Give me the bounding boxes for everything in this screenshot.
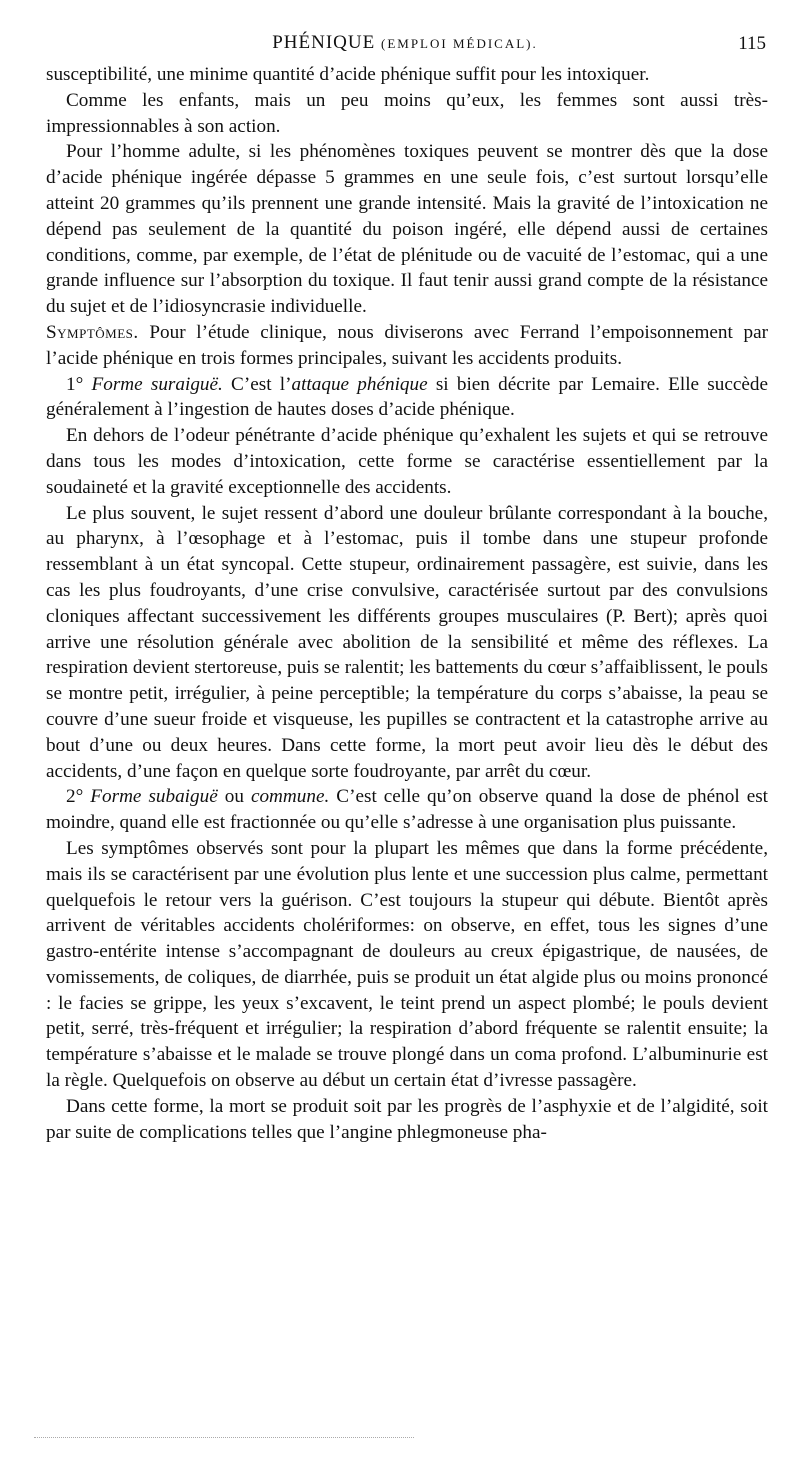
running-head bbox=[44, 32, 766, 58]
paragraph-text: C’est l’ bbox=[222, 373, 292, 395]
paragraph-text: ou bbox=[217, 786, 251, 808]
paragraph bbox=[46, 836, 768, 1094]
paragraph bbox=[46, 62, 768, 88]
paragraph-text: Les symptômes observés sont pour la plupart les mêmes que dans la forme précédente, mais ils se caractérisent par une évolution plus lente et une succession plus calme, permettant quelquefois le retour vers la guérison. C’est toujours la stupeur qui débute. Bientôt après arrivent de véritables accidents cholériformes: on observe, en effet, tous les signes d’une gastro-entérite intense s’accompagnant de douleurs au creux épigastrique, de nausées, de vomissements, de coliques, de diarrhée, puis se produit un état algide plus ou moins prononcé : le facies se grippe, les yeux s’excavent, le teint prend un aspect plombé; le pouls devient petit, serré, très-fréquent et irrégulier; la respiration d’abord fréquente se ralentit ensuite; la température s’abaisse et le malade se trouve plongé dans un coma profond. L’albuminurie est la règle. Quelquefois on observe au début un certain état d’ivresse passagère. bbox=[46, 837, 768, 1092]
paragraph bbox=[46, 1094, 768, 1146]
paragraph bbox=[46, 501, 768, 785]
paragraph bbox=[46, 139, 768, 320]
italic-term: commune. bbox=[250, 786, 330, 808]
subheading-forme-suraigue: Forme suraiguë. bbox=[91, 373, 223, 395]
section-heading-symptomes: Symptômes. bbox=[46, 321, 139, 343]
paragraph-text: C’est celle qu’on observe quand la dose de phénol est moindre, quand elle est fractionnée ou qu’elle s’adresse à une organisation plus puissante. bbox=[46, 786, 769, 834]
paragraph-text: Pour l’homme adulte, si les phénomènes toxiques peuvent se montrer dès que la dose d’acide phénique ingérée dépasse 5 grammes en une seule fois, c’est surtout lorsqu’elle atteint 20 grammes qu’ils prennent une grande intensité. Mais la gravité de l’intoxication ne dépend pas seulement de la quantité du poison ingéré, elle dépend aussi de certaines conditions, comme, par exemple, de l’état de plénitude ou de vacuité de l’estomac, qui a une grande influence sur l’absorption du toxique. Il faut tenir aussi grand compte de la résistance du sujet et de l’idiosyncrasie individuelle. bbox=[46, 141, 768, 318]
paragraph-text: En dehors de l’odeur pénétrante d’acide phénique qu’exhalent les sujets et qui se retrouve dans tous les modes d’intoxication, cette forme se caractérise essentiellement par la soudaineté et la gravité exceptionnelle des accidents. bbox=[46, 425, 768, 498]
paragraph-text: si bien décrite par Lemaire. Elle succède généralement à l’ingestion de hautes doses d’acide phénique. bbox=[46, 373, 768, 421]
italic-term: attaque phénique bbox=[291, 373, 428, 395]
paragraph-forme-subaigue bbox=[46, 784, 768, 836]
subheading-forme-subaigue: Forme subaiguë bbox=[90, 786, 218, 808]
footer-rule bbox=[34, 1437, 414, 1438]
paragraph-text: Pour l’étude clinique, nous diviserons avec Ferrand l’empoisonnement par l’acide phénique en trois formes principales, suivant les accidents produits. bbox=[46, 321, 768, 369]
list-number: 1° bbox=[66, 373, 92, 395]
list-number: 2° bbox=[66, 786, 91, 808]
paragraph-text: susceptibilité, une minime quantité d’acide phénique suffit pour les intoxiquer. bbox=[46, 64, 650, 85]
paragraph bbox=[46, 423, 768, 500]
paragraph-text: Dans cette forme, la mort se produit soit par les progrès de l’asphyxie et de l’algidité, soit par suite de complications telles que l’angine phlegmoneuse pha- bbox=[46, 1095, 768, 1143]
paragraph-text: Comme les enfants, mais un peu moins qu’eux, les femmes sont aussi très-impressionnables à son action. bbox=[46, 89, 768, 137]
page-number: 115 bbox=[738, 33, 766, 54]
paragraph-text: Le plus souvent, le sujet ressent d’abord une douleur brûlante correspondant à la bouche, au pharynx, à l’œsophage et à l’estomac, puis il tombe dans une stupeur profonde ressemblant à un état syncopal. Cette stupeur, ordinairement passagère, est suivie, dans les cas les plus foudroyants, d’une crise convulsive, caractérisée surtout par des convulsions cloniques affectant successivement les différents groupes musculaires (P. Bert); après quoi arrive une résolution générale avec abolition de la sensibilité et même des réflexes. La respiration devient stertoreuse, puis se ralentit; les battements du cœur s’affaiblissent, le pouls se montre petit, irrégulier, à peine perceptible; la température du corps s’abaisse, la peau se couvre d’une sueur froide et visqueuse, les pupilles se contractent et la catastrophe arrive au bout d’une ou deux heures. Dans cette forme, la mort peut avoir lieu dès le début des accidents, d’une façon en quelque sorte foudroyante, par arrêt du cœur. bbox=[46, 502, 768, 782]
head-title-text: PHÉNIQUE bbox=[272, 32, 376, 53]
body-text bbox=[46, 62, 768, 1145]
head-subtitle-text: (EMPLOI MÉDICAL). bbox=[380, 36, 538, 51]
section-symptomes bbox=[46, 320, 768, 372]
running-head-title bbox=[44, 32, 766, 54]
paragraph-forme-suraigue bbox=[46, 372, 768, 424]
paragraph bbox=[46, 88, 768, 140]
